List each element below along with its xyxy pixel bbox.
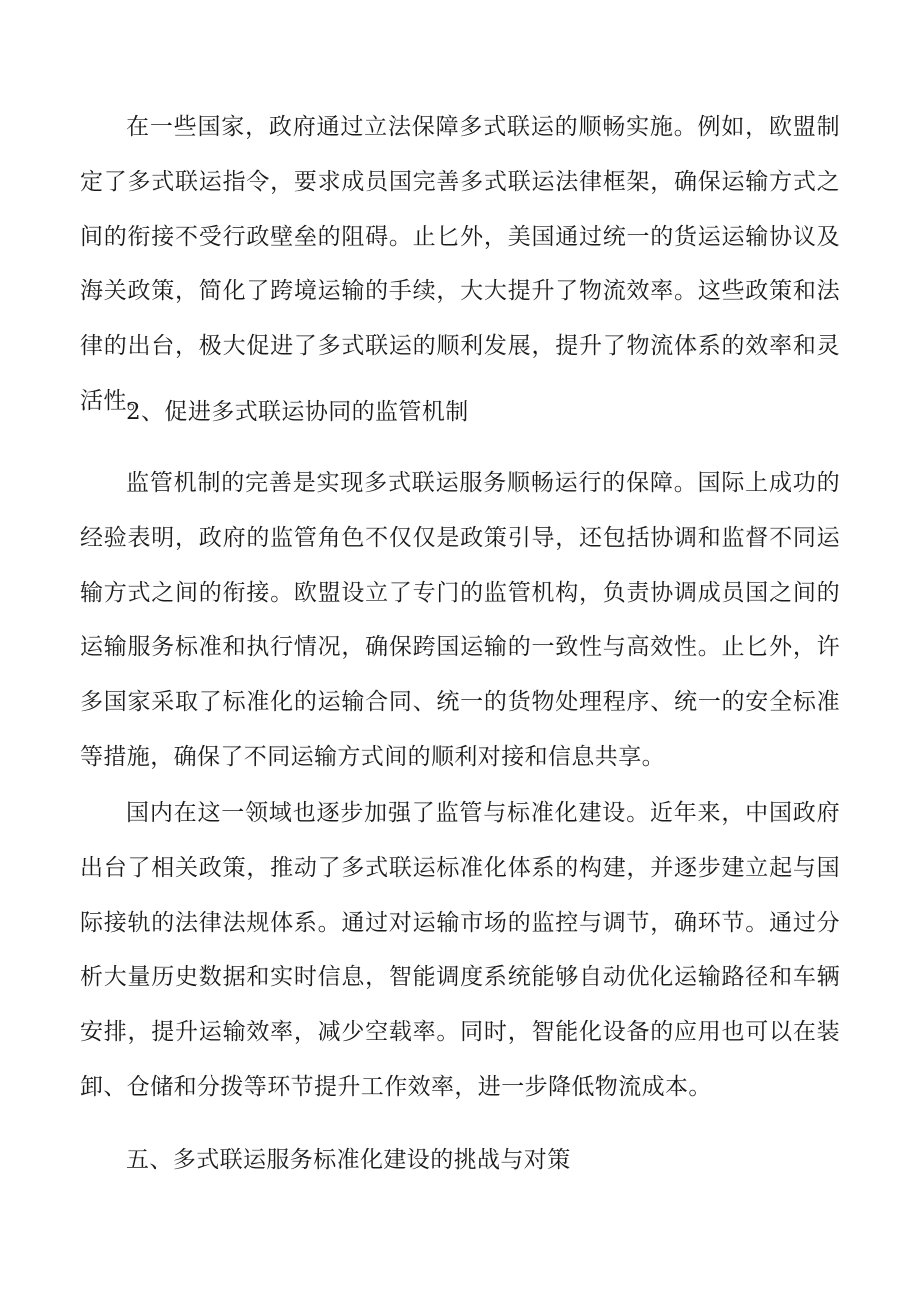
section-heading: 2、促进多式联运协同的监管机制: [126, 399, 469, 425]
body-paragraph: 在一些国家，政府通过立法保障多式联运的顺畅实施。例如，欧盟制定了多式联运指令，要求成员国完善多式联运法律框架，确保运输方式之间的衔接不受行政壁垒的阻碍。止匕外，美国通过统一的货运运输协议及海关政策，简化了跨境运输的手续，大大提升了物流效率。这些政策和法律的出台，极大促进了多式联运的顺利发展，提升了物流体系的效率和灵活性。: [80, 114, 840, 414]
body-paragraph: 监管机制的完善是实现多式联运服务顺畅运行的保障。国际上成功的经验表明，政府的监管角色不仅仅是政策引导，还包括协调和监督不同运输方式之间的衔接。欧盟设立了专门的监管机构，负责协调成员国之间的运输服务标准和执行情况，确保跨国运输的一致性与高效性。止匕外，许多国家采取了标准化的运输合同、统一的货物处理程序、统一的安全标准等措施，确保了不同运输方式间的顺利对接和信息共享。: [80, 470, 840, 770]
chapter-heading: 五、多式联运服务标准化建设的挑战与对策: [126, 1147, 571, 1173]
body-paragraph: 国内在这一领域也逐步加强了监管与标准化建设。近年来，中国政府出台了相关政策，推动了多式联运标准化体系的构建，并逐步建立起与国际接轨的法律法规体系。通过对运输市场的监控与调节，确环节。通过分析大量历史数据和实时信息，智能调度系统能够自动优化运输路径和车辆安排，提升运输效率，减少空载率。同时，智能化设备的应用也可以在装卸、仓储和分拨等环节提升工作效率，进一步降低物流成本。: [80, 800, 840, 1100]
